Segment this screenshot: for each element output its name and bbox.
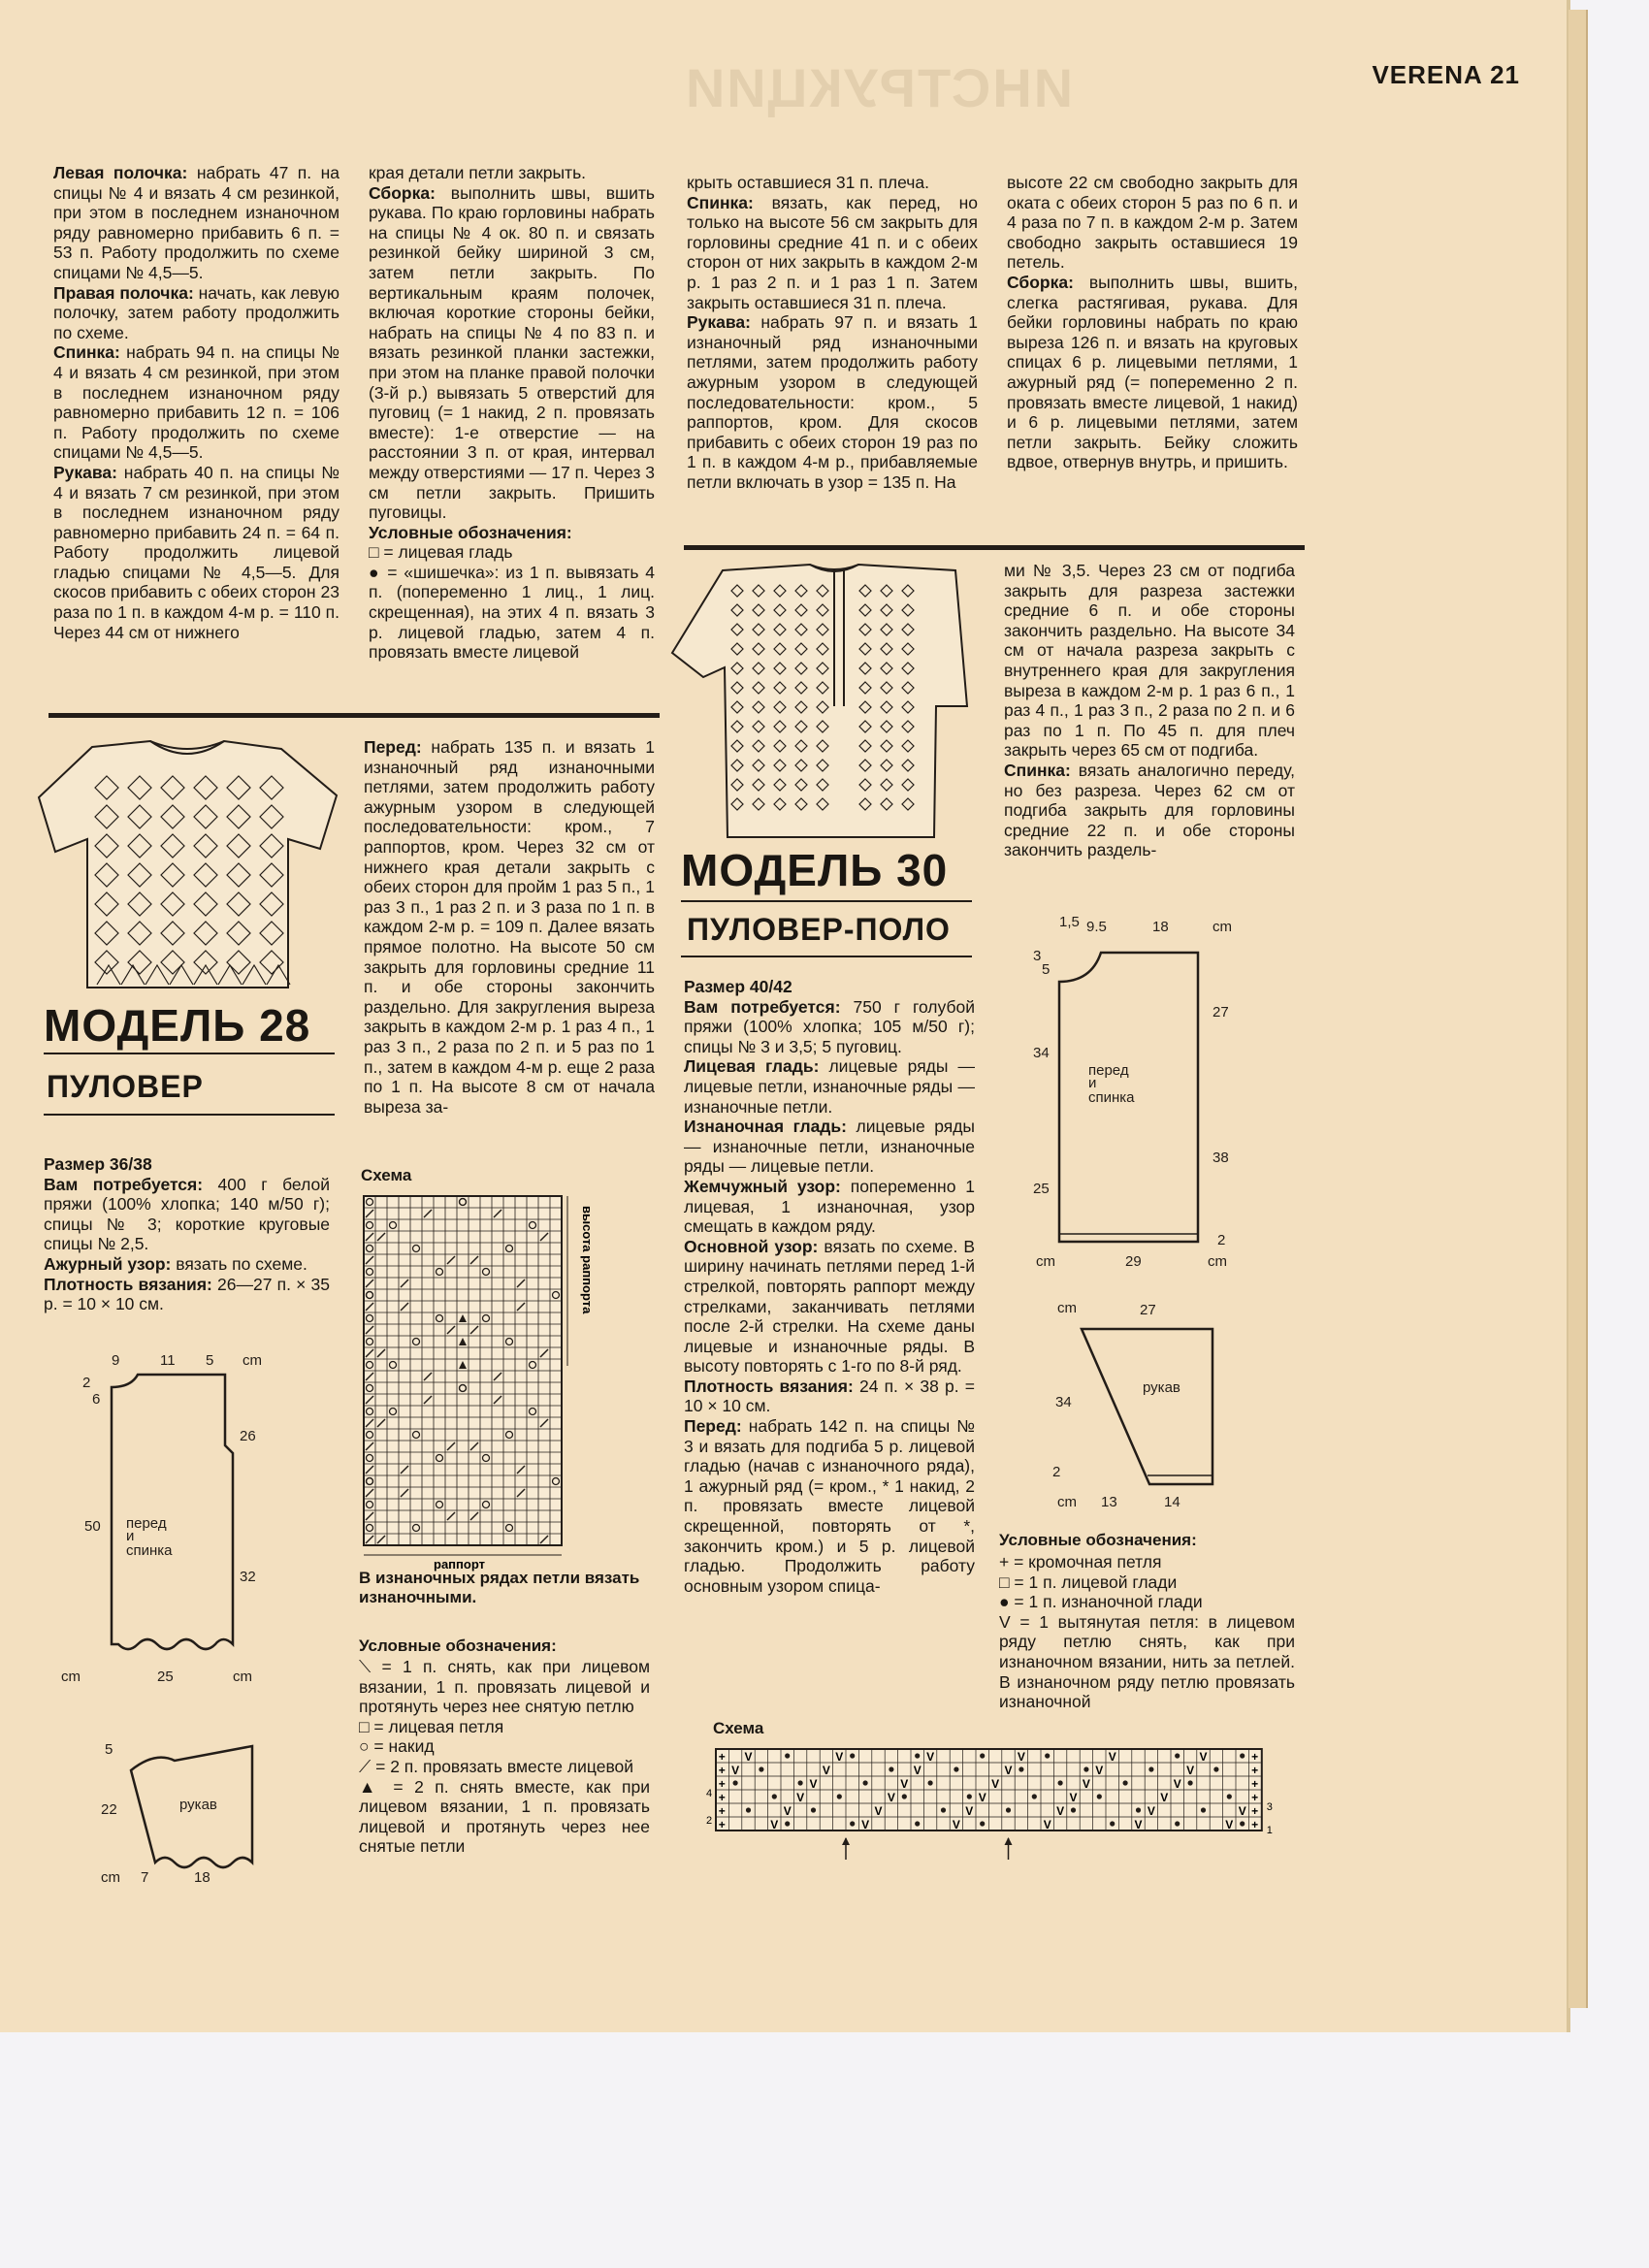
m30-front-label-2: и <box>1088 1075 1097 1091</box>
model-28-scheme-grid <box>359 1191 650 1571</box>
legend-item: ⟍ = 1 п. снять, как при лицевом вязании, 1 п. провязать лицевой и протянуть через нее снятую петлю <box>359 1657 650 1717</box>
m30-cm-right: cm <box>1208 1253 1227 1270</box>
edge-stitch-symbol: + <box>718 1818 726 1831</box>
model-28-scheme-note: В изнаночных рядах петли вязать изнаночными. <box>359 1569 640 1606</box>
purl-stitch-symbol <box>785 1753 790 1758</box>
purl-stitch-symbol <box>954 1766 958 1771</box>
paragraph <box>1004 561 1295 761</box>
paragraph <box>53 163 340 283</box>
m30-right-dim-1: 27 <box>1212 1004 1229 1021</box>
purl-stitch-symbol <box>1097 1794 1102 1798</box>
legend-item: ○ = накид <box>359 1736 435 1757</box>
purl-stitch-symbol <box>746 1807 751 1812</box>
edge-stitch-symbol: + <box>1251 1750 1259 1764</box>
model-30-body-pattern <box>1028 912 1261 1271</box>
paragraph <box>684 977 975 997</box>
purl-stitch-symbol <box>902 1794 907 1798</box>
m28-right-dim-2: 32 <box>240 1569 256 1585</box>
m30-top-dim-4: cm <box>1212 919 1232 935</box>
m28-bottom-dim: 25 <box>157 1669 174 1685</box>
slipped-stitch-symbol: V <box>1225 1818 1234 1831</box>
m30-bottom-dim: 29 <box>1125 1253 1142 1270</box>
edge-stitch-symbol: + <box>1251 1791 1259 1804</box>
purl-stitch-symbol <box>967 1794 972 1798</box>
purl-stitch-symbol <box>850 1753 855 1758</box>
slipped-stitch-symbol: V <box>887 1791 895 1804</box>
paragraph-lead: Вам потребуется: <box>684 996 841 1017</box>
paragraph-text: набрать 135 п. и вязать 1 изнаночный ряд изнаночными петлями, затем продолжить работу ажурным узором в следующей последовательности: кром., 7 раппортов, кром. Через 32 см от нижнего края детали закрыть с обеих сторон для пройм 1 раз 5 п., 1 раз 3 п., 1 раз 2 п. и 3 раза по 1 п. в каждом 2-м р. = 109 п. Далее вязать прямое полотно. На высоте 50 см закрыть для горловины средние 11 п. и обе стороны закончить раздельно. Для закругления выреза закрыть в каждом 2-м р. 1 раз 4 п., 1 раз 3 п., 2 раза по 2 п. и 5 раз по 1 п., затем в каждом 4-м р. еще 2 раза по 1 п. На высоте 8 см от начала выреза за- <box>364 737 655 1117</box>
slipped-stitch-symbol: V <box>1108 1750 1116 1764</box>
edge-stitch-symbol: + <box>718 1750 726 1764</box>
paragraph <box>684 1237 975 1377</box>
purl-stitch-symbol <box>980 1753 985 1758</box>
paragraph <box>364 737 655 1117</box>
paragraph-lead: Плотность вязания: <box>44 1274 212 1294</box>
slipped-stitch-symbol: V <box>874 1804 883 1818</box>
slipped-stitch-symbol: V <box>913 1764 922 1777</box>
purl-stitch-symbol <box>1083 1766 1088 1771</box>
m30-sleeve-cm: cm <box>1057 1494 1077 1510</box>
m28-sleeve-cm: cm <box>101 1869 120 1886</box>
paragraph <box>1007 273 1298 472</box>
m28-left-dim-2: 6 <box>92 1391 101 1408</box>
paragraph <box>53 463 340 642</box>
slipped-stitch-symbol: V <box>1056 1804 1065 1818</box>
slipped-stitch-symbol: V <box>1095 1764 1104 1777</box>
paragraph-text: набрать 47 п. на спицы № 4 и вязать 4 см резинкой, при этом в последнем изнаночном ряду равномерно прибавить 6 п. = 53 п. Работу продолжить по схеме спицами № 4,5—5. <box>53 163 340 282</box>
paragraph-text: высоте 22 см свободно закрыть для оката с обеих сторон 5 раз по 6 п. и 4 раза по 7 п. в каждом 2-м р. Затем свободно закрыть оставшиеся 19 петель. <box>1007 173 1298 273</box>
legend-item: + = кромочная петля <box>999 1552 1162 1571</box>
paragraph-text: набрать 97 п. и вязать 1 изнаночный ряд изнаночными петлями, затем продолжить работу ажурным узором в следующей последовательности: кром., 5 раппортов, кром. Для скосов прибавить с обеих сторон 19 раз по 1 п. в каждом 4-м р., прибавляемые петли включать в узор = 135 п. На <box>687 312 978 492</box>
paragraph-text: вязать по схеме. <box>171 1253 307 1274</box>
slipped-stitch-symbol: V <box>1173 1777 1181 1791</box>
paragraph <box>684 997 975 1057</box>
paragraph-lead: Плотность вязания: <box>684 1376 854 1396</box>
slipped-stitch-symbol: V <box>744 1750 753 1764</box>
paragraph-text: □ = лицевая гладь <box>369 542 513 563</box>
m30-left-dim-3: 34 <box>1033 1045 1050 1061</box>
model-28-body-pattern <box>58 1344 291 1688</box>
paragraph-lead: Левая полочка: <box>53 163 188 182</box>
paragraph <box>684 1416 975 1596</box>
purl-stitch-symbol <box>1240 1753 1245 1758</box>
paragraph <box>369 563 655 663</box>
page-number: 21 <box>1490 60 1520 89</box>
slipped-stitch-symbol: V <box>1199 1750 1208 1764</box>
slipped-stitch-symbol: V <box>1238 1804 1246 1818</box>
legend-item: ⟋ = 2 п. провязать вместе лицевой <box>359 1756 634 1776</box>
m30-front-label-1: перед <box>1088 1062 1129 1079</box>
purl-stitch-symbol <box>889 1766 893 1771</box>
slipped-stitch-symbol: V <box>1069 1791 1078 1804</box>
purl-stitch-symbol <box>1213 1766 1218 1771</box>
model-30-info <box>684 977 975 1596</box>
edge-stitch-symbol: + <box>1251 1764 1259 1777</box>
model-30-right-text <box>1004 561 1295 860</box>
purl-stitch-symbol <box>733 1780 738 1785</box>
purl-stitch-symbol <box>785 1821 790 1826</box>
model-28-sleeve-pattern <box>97 1736 291 1892</box>
ghost-header-bleed: ИНСТРУКЦИИ <box>684 57 1073 118</box>
purl-stitch-symbol <box>837 1794 842 1798</box>
paragraph-lead: Рукава: <box>53 462 117 482</box>
slipped-stitch-symbol: V <box>900 1777 909 1791</box>
m30-right-dim-2: 38 <box>1212 1150 1229 1166</box>
m28-cm-right: cm <box>233 1669 252 1685</box>
model-28-scheme-title: Схема <box>361 1166 412 1184</box>
edge-stitch-symbol: + <box>1251 1777 1259 1791</box>
purl-stitch-symbol <box>941 1807 946 1812</box>
paragraph-lead: Спинка: <box>53 342 120 363</box>
paragraph-lead: Спинка: <box>687 192 754 212</box>
slipped-stitch-symbol: V <box>991 1777 1000 1791</box>
purl-stitch-symbol <box>772 1794 777 1798</box>
model-30-subtitle-underline <box>681 956 972 957</box>
paragraph <box>44 1154 330 1175</box>
m30-left-dim-2: 5 <box>1042 961 1051 978</box>
purl-stitch-symbol <box>1032 1794 1037 1798</box>
model-30-title: МОДЕЛЬ 30 <box>681 845 949 895</box>
m28-front-label-2: и <box>126 1528 135 1544</box>
paragraph-lead: Лицевая гладь: <box>684 1056 820 1077</box>
slipped-stitch-symbol: V <box>731 1764 740 1777</box>
paragraph <box>684 1177 975 1237</box>
purl-stitch-symbol <box>1045 1753 1050 1758</box>
slipped-stitch-symbol: V <box>796 1791 805 1804</box>
slipped-stitch-symbol: V <box>770 1818 779 1831</box>
m28-front-label-1: перед <box>126 1515 167 1532</box>
model-28-title: МОДЕЛЬ 28 <box>44 1000 311 1051</box>
magazine-name: VERENA <box>1372 60 1482 89</box>
divider-rule-left <box>48 713 660 718</box>
m30-top-dim-1: 1,5 <box>1059 914 1080 930</box>
m28-sleeve-dim-3: 7 <box>141 1869 149 1886</box>
model-30-legend-title: Условные обозначения: <box>999 1531 1197 1549</box>
m28-top-dim-4: cm <box>242 1352 262 1369</box>
paragraph <box>44 1175 330 1254</box>
model-28-subtitle: ПУЛОВЕР <box>47 1069 204 1104</box>
purl-stitch-symbol <box>1018 1766 1023 1771</box>
page-header <box>1372 60 1520 90</box>
paragraph-text: 750 г голубой пряжи (100% хлопка; 105 м/50 г); спицы № 3 и 3,5; 5 пуговиц. <box>684 996 975 1056</box>
purl-stitch-symbol <box>1175 1753 1180 1758</box>
slipped-stitch-symbol: V <box>1147 1804 1155 1818</box>
slipped-stitch-symbol: V <box>1004 1764 1013 1777</box>
paragraph-lead: Условные обозначения: <box>369 522 572 542</box>
paragraph <box>1004 761 1295 860</box>
purl-stitch-symbol <box>1240 1821 1245 1826</box>
paragraph-lead: Сборка: <box>1007 272 1074 292</box>
m30-top-dim-3: 18 <box>1152 919 1169 935</box>
paragraph <box>44 1254 330 1275</box>
paragraph-lead: Размер 36/38 <box>44 1154 152 1174</box>
m30-sleeve-dim-1: 34 <box>1055 1394 1072 1410</box>
model-28-legend <box>359 1657 650 1857</box>
edge-stitch-symbol: + <box>1251 1804 1259 1818</box>
m30-right-dim-3: 2 <box>1217 1232 1226 1248</box>
legend-item: ● = 1 п. изнаночной глади <box>999 1592 1203 1612</box>
paragraph-text: вязать по схеме. В ширину начинать петлями перед 1-й стрелкой, повторять раппорт между стрелками, заканчивать петлями после 2-й стрелки. На схеме даны лицевые и изнаночные ряды. В высоту повторять с 1-го по 8-й ряд. <box>684 1236 975 1377</box>
legend-item: □ = 1 п. лицевой глади <box>999 1571 1178 1592</box>
m30-cm-left: cm <box>1036 1253 1055 1270</box>
row-number: 4 <box>706 1788 713 1799</box>
m30-sleeve-top-dim: 27 <box>1140 1302 1156 1318</box>
purl-stitch-symbol <box>759 1766 763 1771</box>
model-28-front-text <box>364 737 655 1117</box>
m30-sleeve-dim-4: 14 <box>1164 1494 1180 1510</box>
divider-rule-right <box>684 545 1305 550</box>
paragraph-lead: Основной узор: <box>684 1236 819 1256</box>
m30-left-dim-4: 25 <box>1033 1181 1050 1197</box>
slipped-stitch-symbol: V <box>952 1818 960 1831</box>
purl-stitch-symbol <box>1227 1794 1232 1798</box>
paragraph-text: 26—27 п. × 35 р. = 10 × 10 см. <box>44 1274 330 1314</box>
paragraph-lead: Перед: <box>364 737 422 757</box>
edge-stitch-symbol: + <box>718 1777 726 1791</box>
paragraph <box>684 1377 975 1416</box>
m28-sleeve-dim-2: 22 <box>101 1801 117 1818</box>
edge-stitch-symbol: + <box>1251 1818 1259 1831</box>
paragraph-lead: Спинка: <box>1004 760 1071 780</box>
purl-stitch-symbol <box>1006 1807 1011 1812</box>
purl-stitch-symbol <box>1110 1821 1115 1826</box>
paragraph-lead: Ажурный узор: <box>44 1253 172 1274</box>
paragraph-lead: Рукава: <box>687 312 751 333</box>
m28-top-dim-2: 11 <box>160 1352 176 1369</box>
m28-right-dim-1: 26 <box>240 1428 256 1444</box>
purl-stitch-symbol <box>915 1821 920 1826</box>
paragraph <box>369 542 655 563</box>
m30-top-dim-2: 9.5 <box>1086 919 1107 935</box>
m28-top-dim-1: 9 <box>112 1352 120 1369</box>
m30-left-dim-1: 3 <box>1033 948 1042 964</box>
purl-stitch-symbol <box>980 1821 985 1826</box>
m28-sleeve-dim-1: 5 <box>105 1741 113 1758</box>
legend-item: V = 1 вытянутая петля: в лицевом ряду петлю снять, как при изнаночном вязании, нить за петлей. В изнаночном ряду петлю провязать изнаночной <box>999 1611 1295 1712</box>
row-number: 2 <box>706 1815 713 1827</box>
row-number: 3 <box>1266 1801 1273 1813</box>
paragraph <box>687 173 978 193</box>
scheme-side-label: высота раппорта <box>580 1206 595 1314</box>
paragraph-text: выполнить швы, вшить рукава. По краю горловины набрать на спицы № 4 ок. 80 п. и связать резинкой бейку шириной 3 см, затем петли закрыть. По вертикальным краям полочек, включая короткие стороны бейки, набрать на спицы № 4 по 83 п. и вязать резинкой планки застежки, при этом на планке правой полочки (3-й р.) вывязать 5 отверстий для пуговиц (= 1 накид, 2 п. провязать вместе): 1-е отверстие — на расстоянии 3 п. от края, интервал между отверстиями — 17 п. Через 3 см петли закрыть. Пришить пуговицы. <box>369 182 655 523</box>
m28-sleeve-dim-4: 18 <box>194 1869 210 1886</box>
paragraph <box>687 193 978 313</box>
model-30-title-underline <box>681 900 972 902</box>
paragraph-text: вязать аналогично переду, но без разреза. Через 62 см от подгиба закрыть для горловины средние 22 п. и обе стороны закончить раздель- <box>1004 760 1295 860</box>
purl-stitch-symbol <box>1201 1807 1206 1812</box>
paragraph <box>53 283 340 343</box>
legend-item: □ = лицевая петля <box>359 1716 504 1736</box>
m28-sleeve-label: рукав <box>179 1797 217 1813</box>
purl-stitch-symbol <box>1071 1807 1076 1812</box>
scheme-bottom-label: раппорт <box>434 1557 485 1571</box>
purl-stitch-symbol <box>1188 1780 1193 1785</box>
purl-stitch-symbol <box>928 1780 933 1785</box>
purl-stitch-symbol <box>850 1821 855 1826</box>
paragraph <box>687 312 978 492</box>
edge-stitch-symbol: + <box>718 1804 726 1818</box>
column-3-top <box>687 173 978 493</box>
model-28-info <box>44 1154 330 1314</box>
paragraph <box>1007 173 1298 273</box>
purl-stitch-symbol <box>811 1807 816 1812</box>
model-28-title-underline <box>44 1053 335 1054</box>
slipped-stitch-symbol: V <box>1186 1764 1195 1777</box>
slipped-stitch-symbol: V <box>822 1764 830 1777</box>
model-30-scheme-title: Схема <box>713 1719 764 1737</box>
slipped-stitch-symbol: V <box>978 1791 986 1804</box>
m28-front-label-3: спинка <box>126 1542 173 1559</box>
paragraph-lead: Изнаночная гладь: <box>684 1117 847 1137</box>
paragraph <box>684 1056 975 1117</box>
paragraph <box>53 342 340 463</box>
paragraph-text: ми № 3,5. Через 23 см от подгиба закрыть для разреза застежки средние 6 п. и обе стороны закончить раздельно. На высоте 34 см от начала разреза закрыть с внутреннего края для закругления выреза в каждом 2-м р. 1 раз 6 п., 1 раз 4 п., 1 раз 3 п., 2 раза по 2 п. и 6 раз по 1 п. По 45 п. для плеч закрыть через 65 см от подгиба. <box>1004 561 1295 761</box>
slipped-stitch-symbol: V <box>1134 1818 1143 1831</box>
purl-stitch-symbol <box>1136 1807 1141 1812</box>
column-4-top <box>1007 173 1298 472</box>
model-30-scheme-grid <box>708 1741 1290 1906</box>
column-2-top <box>369 163 655 663</box>
m28-top-dim-3: 5 <box>206 1352 214 1369</box>
paragraph-text: ● = «шишечка»: из 1 п. вывязать 4 п. (попеременно 1 лиц., 1 лиц. скрещенная), на этих 4 п. вязать 3 р. лицевой гладью, затем 4 п. провязать вместе лицевой <box>369 562 655 663</box>
slipped-stitch-symbol: V <box>965 1804 974 1818</box>
paragraph-text: начать, как левую полочку, затем работу продолжить по схеме. <box>53 282 340 342</box>
m30-sleeve-cm-top: cm <box>1057 1300 1077 1316</box>
model-30-polo-illustration <box>664 561 980 842</box>
legend-item: ▲ = 2 п. снять вместе, как при лицевом вязании, 1 п. провязать лицевой и протянуть через нее снятые петли <box>359 1776 650 1857</box>
model-28-sweater-illustration <box>34 737 340 994</box>
paragraph-lead: Размер 40/42 <box>684 977 792 996</box>
m28-left-dim-3: 50 <box>84 1518 101 1535</box>
purl-stitch-symbol <box>1058 1780 1063 1785</box>
purl-stitch-symbol <box>1123 1780 1128 1785</box>
slipped-stitch-symbol: V <box>1043 1818 1051 1831</box>
repeat-arrow-head <box>1005 1837 1013 1845</box>
slipped-stitch-symbol: V <box>1082 1777 1090 1791</box>
purl-stitch-symbol <box>915 1753 920 1758</box>
row-number: 1 <box>1266 1824 1273 1836</box>
model-30-legend <box>999 1552 1295 1712</box>
slipped-stitch-symbol: V <box>1017 1750 1025 1764</box>
m30-sleeve-dim-2: 2 <box>1052 1464 1061 1480</box>
slipped-stitch-symbol: V <box>809 1777 818 1791</box>
paragraph-text: попеременно 1 лицевая, 1 изнаночная, узор смещать в каждом ряду. <box>684 1176 975 1237</box>
paragraph-text: набрать 94 п. на спицы № 4 и вязать 4 см резинкой, при этом в последнем изнаночном ряду равномерно прибавить 12 п. = 106 п. Работу продолжить по схеме спицами № 4,5—5. <box>53 342 340 463</box>
paragraph-text: края детали петли закрыть. <box>369 163 587 182</box>
repeat-arrow-head <box>842 1837 850 1845</box>
paragraph-lead: Вам потребуется: <box>44 1174 204 1194</box>
paragraph-text: 24 п. × 38 р. = 10 × 10 см. <box>684 1376 975 1416</box>
slipped-stitch-symbol: V <box>1160 1791 1169 1804</box>
paragraph-lead: Перед: <box>684 1416 742 1437</box>
paragraph-lead: Правая полочка: <box>53 282 194 303</box>
m28-cm-left: cm <box>61 1669 81 1685</box>
paragraph-text: 400 г белой пряжи (100% хлопка; 140 м/50 г); спицы № 3; короткие круговые спицы № 2,5. <box>44 1174 330 1254</box>
paragraph-text: лицевые ряды — изнаночные петли, изнаночные ряды — лицевые петли. <box>684 1117 975 1177</box>
paragraph-lead: Жемчужный узор: <box>684 1176 841 1196</box>
paragraph <box>44 1275 330 1314</box>
m30-front-label-3: спинка <box>1088 1089 1135 1106</box>
slipped-stitch-symbol: V <box>861 1818 870 1831</box>
paragraph <box>684 1117 975 1177</box>
purl-stitch-symbol <box>798 1780 803 1785</box>
paragraph-text: выполнить швы, вшить, слегка растягивая, рукава. Для бейки горловины набрать по краю выреза 126 п. и вязать на круговых спицах 6 р. лицевыми петлями, 1 ажурный ряд (= попеременно 2 п. провязать вместе лицевой, 1 накид) и 6 р. лицевыми петлями, затем петли закрыть. Бейку сложить вдвое, отвернув внутрь, и пришить. <box>1007 272 1298 472</box>
slipped-stitch-symbol: V <box>835 1750 844 1764</box>
paragraph-text: вязать, как перед, но только на высоте 56 см закрыть для горловины средние 41 п. и с обеих сторон от них закрыть в каждом 2-м р. 1 раз 2 п. и 1 раз 1 п. Затем закрыть оставшиеся 31 п. плеча. <box>687 192 978 312</box>
m30-sleeve-label: рукав <box>1143 1379 1180 1396</box>
model-30-subtitle: ПУЛОВЕР-ПОЛО <box>687 912 951 947</box>
model-30-sleeve-pattern <box>1048 1295 1242 1518</box>
paragraph-text: крыть оставшиеся 31 п. плеча. <box>687 173 930 192</box>
model-28-legend-title: Условные обозначения: <box>359 1636 557 1655</box>
paragraph <box>369 523 655 543</box>
column-1-top <box>53 163 340 642</box>
m28-left-dim-1: 2 <box>82 1375 91 1391</box>
paragraph-text: набрать 142 п. на спицы № 3 и вязать для подгиба 5 р. лицевой гладью (начав с изнаночного ряда), 1 ажурный ряд (= кром., * 1 накид, 2 п. провязать вместе лицевой скрещенной, повторять от *, закончить кром.) и 5 р. лицевой гладью. Продолжить работу основным узором спица- <box>684 1416 975 1596</box>
paragraph <box>369 163 655 183</box>
slipped-stitch-symbol: V <box>926 1750 935 1764</box>
edge-stitch-symbol: + <box>718 1791 726 1804</box>
edge-stitch-symbol: + <box>718 1764 726 1777</box>
paragraph <box>369 183 655 523</box>
paragraph-lead: Сборка: <box>369 182 436 203</box>
purl-stitch-symbol <box>1175 1821 1180 1826</box>
slipped-stitch-symbol: V <box>783 1804 792 1818</box>
paragraph-text: набрать 40 п. на спицы № 4 и вязать 7 см резинкой, при этом в последнем изнаночном ряду равномерно прибавить 24 п. = 64 п. Работу продолжить лицевой гладью спицами № 4,5—5. Для скосов прибавить с обеих сторон 23 раза по 1 п. в каждом 4-м р. = 110 п. Через 44 см от нижнего <box>53 462 340 642</box>
purl-stitch-symbol <box>1148 1766 1153 1771</box>
paragraph-text: лицевые ряды — лицевые петли, изнаночные ряды — изнаночные петли. <box>684 1056 975 1117</box>
purl-stitch-symbol <box>863 1780 868 1785</box>
model-28-subtitle-underline <box>44 1114 335 1116</box>
m30-sleeve-dim-3: 13 <box>1101 1494 1117 1510</box>
